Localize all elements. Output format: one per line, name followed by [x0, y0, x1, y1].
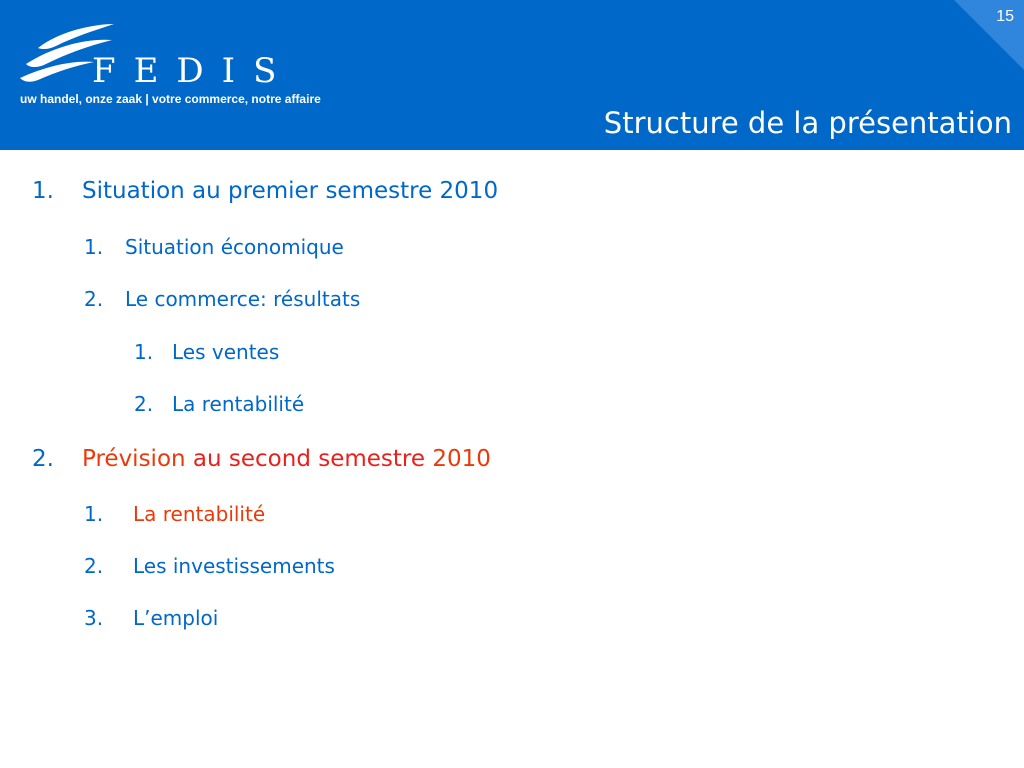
outline-number: 1.	[32, 178, 54, 204]
outline-number: 2.	[134, 392, 154, 416]
outline-number: 2.	[84, 287, 104, 311]
outline-number: 3.	[84, 606, 104, 630]
outline-label-part: Prévision	[82, 446, 186, 472]
outline-item-2-3	[84, 606, 218, 630]
outline-label: Situation économique	[125, 235, 344, 259]
outline-label: L’emploi	[133, 606, 219, 630]
outline-number: 2.	[32, 446, 54, 472]
outline-number: 1.	[84, 235, 104, 259]
slide-title: Structure de la présentation	[603, 106, 1012, 140]
logo-tagline: uw handel, onze zaak | votre commerce, notre affaire	[20, 92, 321, 106]
fedis-logo	[16, 20, 326, 110]
outline-label: Les investissements	[133, 554, 335, 578]
outline-item-2	[32, 446, 491, 472]
logo-wordmark: FEDIS	[92, 51, 295, 91]
outline-label-part: au second semestre	[185, 446, 426, 472]
outline-number: 1.	[134, 340, 154, 364]
outline-item-1-2	[84, 287, 360, 311]
outline-label: Situation au premier semestre 2010	[82, 178, 499, 204]
outline-item-1	[32, 178, 498, 204]
outline-label-part: 2010	[425, 446, 491, 472]
outline-item-1-2-1	[134, 340, 279, 364]
page-number: 15	[996, 8, 1014, 25]
outline-label: Les ventes	[172, 340, 280, 364]
outline-number: 2.	[84, 554, 104, 578]
outline-label: La rentabilité	[172, 392, 305, 416]
outline-item-1-1	[84, 235, 344, 259]
outline-item-1-2-2	[134, 392, 304, 416]
outline-item-2-1	[84, 502, 265, 526]
outline-label: La rentabilité	[133, 502, 266, 526]
header-band	[0, 0, 1024, 150]
outline-label: Le commerce: résultats	[125, 287, 361, 311]
outline-item-2-2	[84, 554, 335, 578]
outline-number: 1.	[84, 502, 104, 526]
